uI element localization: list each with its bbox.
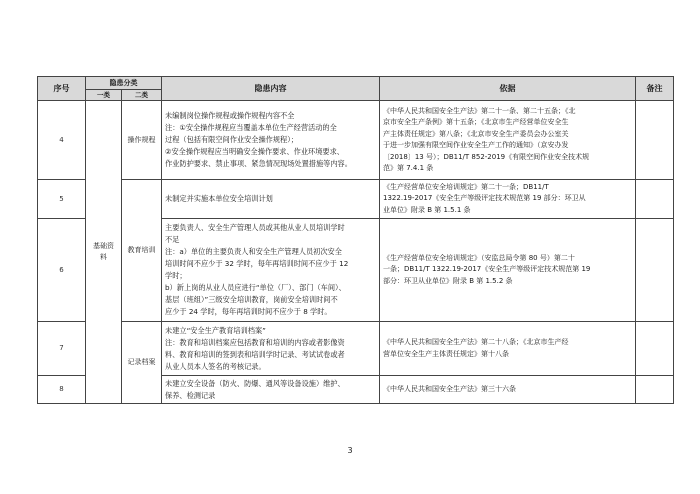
basis-line: 营单位安全生产主体责任规定》第十八条 <box>383 349 509 358</box>
content-line: ②安全操作规程应当明确安全操作要求、作业环境要求、 <box>165 147 344 156</box>
content-line: 保养、检测记录 <box>165 390 216 400</box>
table-row <box>38 101 674 180</box>
hazard-content <box>162 376 380 404</box>
content-line: 作业防护要求、禁止事项、紧急情况现场处置措施等内容。 <box>165 159 352 168</box>
content-line: 未建立安全设备（防火、防爆、通风等设备设施）维护、 <box>165 378 345 388</box>
content-line: 主要负责人、安全生产管理人员或其他从业人员培训学时 <box>165 223 345 232</box>
category-level2: 记录档案 <box>122 322 162 404</box>
hazard-content <box>162 101 380 180</box>
category-level1 <box>86 101 122 404</box>
header-basis: 依据 <box>380 77 636 101</box>
content-line: 未制定并实施本单位安全培训计划 <box>165 194 273 203</box>
content-line: 注：教育和培训档案应包括教育和培训的内容或者影像资 <box>165 337 345 347</box>
content-line: 培训时间不应少于 32 学时，每年再培训时间不应少于 12 <box>165 259 349 268</box>
basis-line: 产主体责任规定》第八条；《北京市安全生产委员会办公室关 <box>383 129 569 138</box>
basis-line: 《中华人民共和国安全生产法》第二十一条、第二十五条；《北 <box>383 106 576 115</box>
row-seq: 6 <box>38 219 86 322</box>
content-line: 从业人员本人签名的考核记录。 <box>165 361 266 371</box>
hazard-basis <box>380 376 636 404</box>
basis-line: 一条；DB11/T 1322.19-2017《安全生产等级评定技术规范第 19 <box>383 265 591 274</box>
remarks-cell <box>636 180 674 219</box>
row-seq: 5 <box>38 180 86 219</box>
basis-line: 《中华人民共和国安全生产法》第二十八条；《北京市生产经 <box>383 338 569 346</box>
basis-line: 于进一步加强有限空间作业安全生产工作的通知》（京安办发 <box>383 141 569 149</box>
category-level1-label: 基础资料 <box>93 242 114 261</box>
basis-line: 部分：环卫从业单位》附录 B 第 1.5.2 条 <box>383 276 513 285</box>
basis-line: 京市安全生产条例》第十五条；《北京市生产经营单位安全生 <box>383 118 569 126</box>
remarks-cell <box>636 376 674 404</box>
row-seq: 7 <box>38 322 86 376</box>
table-row <box>38 322 674 376</box>
header-content: 隐患内容 <box>162 77 380 101</box>
remarks-cell <box>636 101 674 180</box>
page-number: 3 <box>347 446 353 455</box>
hazard-content <box>162 219 380 322</box>
content-line: b）新上岗的从业人员应进行“单位（厂）、部门（车间）、 <box>165 283 346 292</box>
hazard-content <box>162 180 380 219</box>
basis-line: 业单位》附录 B 第 1.5.1 条 <box>383 205 471 214</box>
content-line: 应少于 24 学时，每年再培训时间不应少于 8 学时。 <box>165 307 332 316</box>
header-level1: 一类 <box>86 90 122 101</box>
basis-line: 《生产经营单位安全培训规定》（安监总局令第 80 号）第二十 <box>383 253 575 262</box>
content-line: 料、教育和培训的签到表和培训学时记录、考试试卷或者 <box>165 349 345 359</box>
content-line: 未建立“安全生产教育培训档案” <box>165 325 266 335</box>
header-level2: 二类 <box>122 90 162 101</box>
hazard-basis <box>380 101 636 180</box>
content-line: 注：①安全操作规程应当覆盖本单位生产经营活动的全 <box>165 123 337 132</box>
basis-line: 〔2018〕13 号）；DB11/T 852-2019《有限空间作业安全技术规 <box>383 152 590 161</box>
content-line: 基层（班组）”三级安全培训教育，岗前安全培训时间不 <box>165 295 338 304</box>
row-seq: 4 <box>38 101 86 180</box>
hazard-table <box>37 76 674 404</box>
hazard-content <box>162 322 380 376</box>
basis-line: 《中华人民共和国安全生产法》第三十六条 <box>383 384 516 393</box>
category-level2: 操作规程 <box>122 101 162 180</box>
hazard-basis <box>380 219 636 322</box>
remarks-cell <box>636 322 674 376</box>
content-line: 不足 <box>165 235 180 244</box>
remarks-cell <box>636 219 674 322</box>
hazard-basis <box>380 322 636 376</box>
basis-line: 范》第 7.4.1 条 <box>383 164 434 172</box>
content-line: 学时； <box>165 271 187 280</box>
header-category: 隐患分类 <box>86 77 162 90</box>
content-line: 过程（包括有限空间作业安全操作规程）； <box>165 135 298 144</box>
basis-line: 《生产经营单位安全培训规定》第二十一条；DB11/T <box>383 182 549 191</box>
header-remarks: 备注 <box>636 77 674 101</box>
table-row <box>38 180 674 219</box>
basis-line: 1322.19-2017《安全生产等级评定技术规范第 19 部分：环卫从 <box>383 194 586 203</box>
content-line: 注：a）单位的主要负责人和安全生产管理人员初次安全 <box>165 247 342 256</box>
category-level2: 教育培训 <box>122 180 162 322</box>
hazard-basis <box>380 180 636 219</box>
header-seq: 序号 <box>38 77 86 101</box>
content-line: 未编制岗位操作规程或操作规程内容不全 <box>165 111 295 120</box>
row-seq: 8 <box>38 376 86 404</box>
